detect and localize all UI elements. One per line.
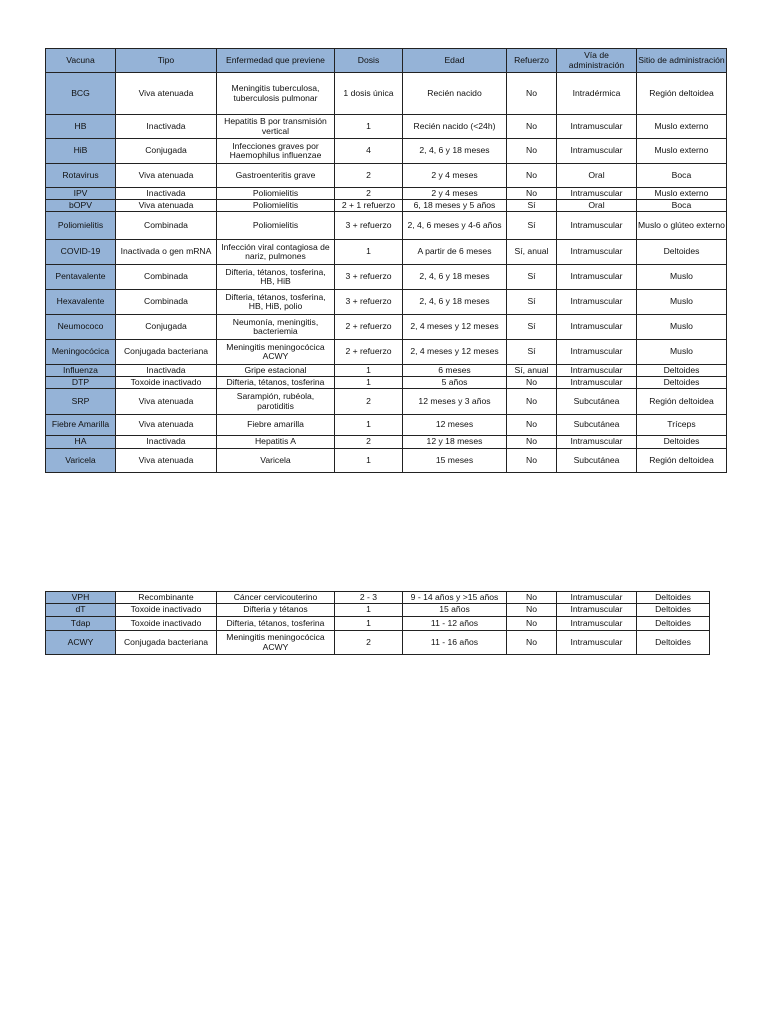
- table-cell: 9 - 14 años y >15 años: [403, 592, 507, 604]
- table-row: [46, 315, 727, 340]
- table-cell: 11 - 16 años: [403, 631, 507, 655]
- header-row: [46, 49, 727, 73]
- table-cell: Muslo externo: [637, 188, 727, 200]
- table-cell: Viva atenuada: [116, 415, 217, 436]
- table-row: [46, 340, 727, 365]
- header-dosis: Dosis: [335, 49, 403, 73]
- table-cell: Deltoides: [637, 604, 710, 617]
- table-cell: 2: [335, 389, 403, 415]
- table-cell: 2, 4 meses y 12 meses: [403, 315, 507, 340]
- table-row: [46, 200, 727, 212]
- table-cell: Muslo o glúteo externo: [637, 212, 727, 240]
- table-cell: Intramuscular: [557, 340, 637, 365]
- header-vacuna: Vacuna: [46, 49, 116, 73]
- table-cell: 2, 4, 6 y 18 meses: [403, 265, 507, 290]
- table-cell: 1 dosis única: [335, 73, 403, 115]
- table-cell: 1: [335, 365, 403, 377]
- vaccine-name-cell: COVID-19: [46, 240, 116, 265]
- table-cell: Sí: [507, 200, 557, 212]
- table-cell: Inactivada: [116, 188, 217, 200]
- vaccine-table: [45, 48, 727, 473]
- table-cell: Deltoides: [637, 592, 710, 604]
- table-row: [46, 389, 727, 415]
- table-cell: Oral: [557, 200, 637, 212]
- table-cell: 1: [335, 449, 403, 473]
- table-cell: Intramuscular: [557, 592, 637, 604]
- table-cell: Cáncer cervicouterino: [217, 592, 335, 604]
- table-cell: No: [507, 436, 557, 449]
- table-cell: No: [507, 73, 557, 115]
- table-cell: Deltoides: [637, 365, 727, 377]
- vaccine-name-cell: Pentavalente: [46, 265, 116, 290]
- table-cell: Fiebre amarilla: [217, 415, 335, 436]
- table-cell: Combinada: [116, 290, 217, 315]
- vaccine-name-cell: Varicela: [46, 449, 116, 473]
- table-cell: Recombinante: [116, 592, 217, 604]
- vaccine-name-cell: Poliomielitis: [46, 212, 116, 240]
- table-cell: 1: [335, 617, 403, 631]
- table-cell: No: [507, 449, 557, 473]
- table-cell: Oral: [557, 164, 637, 188]
- table-cell: 1: [335, 604, 403, 617]
- table-cell: 1: [335, 115, 403, 139]
- vaccine-name-cell: VPH: [46, 592, 116, 604]
- table-cell: No: [507, 115, 557, 139]
- table-row: [46, 592, 710, 604]
- table-cell: 3 + refuerzo: [335, 212, 403, 240]
- table-cell: Conjugada: [116, 139, 217, 164]
- vaccine-name-cell: Fiebre Amarilla: [46, 415, 116, 436]
- table-cell: No: [507, 592, 557, 604]
- table-cell: 2 + refuerzo: [335, 340, 403, 365]
- table-cell: Meningitis meningocócica ACWY: [217, 340, 335, 365]
- table-cell: Inactivada: [116, 436, 217, 449]
- table-cell: Boca: [637, 164, 727, 188]
- table-cell: Intramuscular: [557, 240, 637, 265]
- table-cell: Deltoides: [637, 631, 710, 655]
- table-cell: Viva atenuada: [116, 73, 217, 115]
- table-cell: 6 meses: [403, 365, 507, 377]
- table-cell: 5 años: [403, 377, 507, 389]
- vaccine-name-cell: ACWY: [46, 631, 116, 655]
- table-cell: Intramuscular: [557, 631, 637, 655]
- table-cell: Neumonía, meningitis, bacteriemia: [217, 315, 335, 340]
- header-sitio: Sitio de administración: [637, 49, 727, 73]
- table-cell: Combinada: [116, 212, 217, 240]
- table-cell: 11 - 12 años: [403, 617, 507, 631]
- table-cell: No: [507, 604, 557, 617]
- table-row: [46, 265, 727, 290]
- table-cell: Sí: [507, 290, 557, 315]
- table-cell: Inactivada o gen mRNA: [116, 240, 217, 265]
- table-cell: Sí: [507, 340, 557, 365]
- vaccine-name-cell: Neumococo: [46, 315, 116, 340]
- table-cell: A partir de 6 meses: [403, 240, 507, 265]
- table-cell: No: [507, 631, 557, 655]
- table-cell: 3 + refuerzo: [335, 265, 403, 290]
- table-cell: Recién nacido (<24h): [403, 115, 507, 139]
- table-row: [46, 240, 727, 265]
- table-row: [46, 164, 727, 188]
- table-cell: Muslo: [637, 315, 727, 340]
- table-row: [46, 436, 727, 449]
- table-cell: Muslo externo: [637, 115, 727, 139]
- table-row: [46, 139, 727, 164]
- table-cell: Difteria, tétanos, tosferina, HB, HiB, polio: [217, 290, 335, 315]
- table-cell: Difteria y tétanos: [217, 604, 335, 617]
- vaccine-name-cell: HA: [46, 436, 116, 449]
- table-cell: Toxoide inactivado: [116, 604, 217, 617]
- table-cell: Gripe estacional: [217, 365, 335, 377]
- table-cell: Poliomielitis: [217, 212, 335, 240]
- table-cell: Hepatitis B por transmisión vertical: [217, 115, 335, 139]
- table-cell: 2: [335, 436, 403, 449]
- header-edad: Edad: [403, 49, 507, 73]
- table-cell: 12 y 18 meses: [403, 436, 507, 449]
- table-row: [46, 188, 727, 200]
- table-cell: 1: [335, 377, 403, 389]
- table-cell: Intramuscular: [557, 604, 637, 617]
- table-cell: Inactivada: [116, 115, 217, 139]
- table-row: [46, 449, 727, 473]
- table-cell: 2 y 4 meses: [403, 164, 507, 188]
- table-cell: Boca: [637, 200, 727, 212]
- table-cell: Meningitis meningocócica ACWY: [217, 631, 335, 655]
- adolescent-vaccine-table: [45, 591, 710, 655]
- table-cell: No: [507, 617, 557, 631]
- table-cell: Región deltoidea: [637, 73, 727, 115]
- table-cell: 2: [335, 631, 403, 655]
- table-cell: Infección viral contagiosa de nariz, pulmones: [217, 240, 335, 265]
- table-cell: Intramuscular: [557, 377, 637, 389]
- table-cell: Región deltoidea: [637, 389, 727, 415]
- table-cell: Viva atenuada: [116, 449, 217, 473]
- header-refuerzo: Refuerzo: [507, 49, 557, 73]
- table-cell: No: [507, 377, 557, 389]
- table-cell: Deltoides: [637, 377, 727, 389]
- table-cell: Deltoides: [637, 617, 710, 631]
- table-row: [46, 617, 710, 631]
- table-cell: Intramuscular: [557, 365, 637, 377]
- table-cell: Viva atenuada: [116, 389, 217, 415]
- table-cell: Subcutánea: [557, 415, 637, 436]
- table-cell: Intramuscular: [557, 290, 637, 315]
- table-cell: Viva atenuada: [116, 164, 217, 188]
- table-cell: Recién nacido: [403, 73, 507, 115]
- table-cell: 15 meses: [403, 449, 507, 473]
- table-cell: 1: [335, 415, 403, 436]
- table-cell: Intramuscular: [557, 436, 637, 449]
- table-cell: Sí, anual: [507, 240, 557, 265]
- table-row: [46, 415, 727, 436]
- table-cell: 2 y 4 meses: [403, 188, 507, 200]
- table-row: [46, 115, 727, 139]
- table-cell: Intramuscular: [557, 188, 637, 200]
- table-cell: 2 - 3: [335, 592, 403, 604]
- table-row: [46, 212, 727, 240]
- table-cell: Meningitis tuberculosa, tuberculosis pulmonar: [217, 73, 335, 115]
- table-cell: Difteria, tétanos, tosferina, HB, HiB: [217, 265, 335, 290]
- table-cell: 3 + refuerzo: [335, 290, 403, 315]
- vaccine-name-cell: Rotavirus: [46, 164, 116, 188]
- table-row: [46, 604, 710, 617]
- table-row: [46, 377, 727, 389]
- table-cell: Sarampión, rubéola, parotiditis: [217, 389, 335, 415]
- table-cell: Inactivada: [116, 365, 217, 377]
- table-cell: Combinada: [116, 265, 217, 290]
- table-row: [46, 73, 727, 115]
- vaccine-name-cell: BCG: [46, 73, 116, 115]
- table-cell: Intramuscular: [557, 139, 637, 164]
- table-cell: Tríceps: [637, 415, 727, 436]
- table-cell: Infecciones graves por Haemophilus influenzae: [217, 139, 335, 164]
- table-cell: Muslo externo: [637, 139, 727, 164]
- table-cell: No: [507, 389, 557, 415]
- vaccine-name-cell: Influenza: [46, 365, 116, 377]
- table-cell: Muslo: [637, 340, 727, 365]
- vaccine-name-cell: dT: [46, 604, 116, 617]
- table-cell: 12 meses y 3 años: [403, 389, 507, 415]
- table-cell: Conjugada: [116, 315, 217, 340]
- table-cell: No: [507, 139, 557, 164]
- table-cell: 12 meses: [403, 415, 507, 436]
- table-cell: Sí: [507, 212, 557, 240]
- table-cell: 2, 4 meses y 12 meses: [403, 340, 507, 365]
- vaccine-name-cell: SRP: [46, 389, 116, 415]
- vaccine-name-cell: HiB: [46, 139, 116, 164]
- table-cell: 2 + refuerzo: [335, 315, 403, 340]
- table-cell: Conjugada bacteriana: [116, 631, 217, 655]
- table-cell: Intradérmica: [557, 73, 637, 115]
- table-cell: Hepatitis A: [217, 436, 335, 449]
- table-cell: 2: [335, 188, 403, 200]
- vaccine-name-cell: bOPV: [46, 200, 116, 212]
- table-cell: Toxoide inactivado: [116, 377, 217, 389]
- table-cell: Sí: [507, 315, 557, 340]
- header-via: Vía de administración: [557, 49, 637, 73]
- table-cell: Difteria, tétanos, tosferina: [217, 377, 335, 389]
- table-cell: No: [507, 188, 557, 200]
- table-cell: Difteria, tétanos, tosferina: [217, 617, 335, 631]
- table-row: [46, 290, 727, 315]
- table-cell: 4: [335, 139, 403, 164]
- vaccine-name-cell: DTP: [46, 377, 116, 389]
- table-cell: Intramuscular: [557, 265, 637, 290]
- vaccine-name-cell: Meningocócica: [46, 340, 116, 365]
- table-cell: 6, 18 meses y 5 años: [403, 200, 507, 212]
- header-tipo: Tipo: [116, 49, 217, 73]
- table-cell: Deltoides: [637, 240, 727, 265]
- table-cell: 2, 4, 6 meses y 4-6 años: [403, 212, 507, 240]
- table-cell: Conjugada bacteriana: [116, 340, 217, 365]
- table-cell: Poliomielitis: [217, 200, 335, 212]
- table-cell: Subcutánea: [557, 449, 637, 473]
- vaccine-name-cell: HB: [46, 115, 116, 139]
- table-cell: Intramuscular: [557, 115, 637, 139]
- table-cell: Intramuscular: [557, 212, 637, 240]
- table-row: [46, 365, 727, 377]
- table-cell: Deltoides: [637, 436, 727, 449]
- vaccine-name-cell: IPV: [46, 188, 116, 200]
- header-enfermedad: Enfermedad que previene: [217, 49, 335, 73]
- table-cell: Sí, anual: [507, 365, 557, 377]
- table-cell: 2, 4, 6 y 18 meses: [403, 290, 507, 315]
- table-cell: 2: [335, 164, 403, 188]
- table-cell: Región deltoidea: [637, 449, 727, 473]
- table-cell: Subcutánea: [557, 389, 637, 415]
- table-cell: Muslo: [637, 265, 727, 290]
- vaccine-name-cell: Hexavalente: [46, 290, 116, 315]
- table-row: [46, 631, 710, 655]
- table-cell: 1: [335, 240, 403, 265]
- table-cell: No: [507, 415, 557, 436]
- table-cell: Gastroenteritis grave: [217, 164, 335, 188]
- table-cell: Intramuscular: [557, 315, 637, 340]
- table-cell: Intramuscular: [557, 617, 637, 631]
- table-cell: Muslo: [637, 290, 727, 315]
- table-cell: Viva atenuada: [116, 200, 217, 212]
- table-cell: Poliomielitis: [217, 188, 335, 200]
- table-cell: Toxoide inactivado: [116, 617, 217, 631]
- table-cell: No: [507, 164, 557, 188]
- table-cell: 15 años: [403, 604, 507, 617]
- vaccine-name-cell: Tdap: [46, 617, 116, 631]
- table-cell: Varicela: [217, 449, 335, 473]
- table-cell: 2 + 1 refuerzo: [335, 200, 403, 212]
- table-cell: 2, 4, 6 y 18 meses: [403, 139, 507, 164]
- table-cell: Sí: [507, 265, 557, 290]
